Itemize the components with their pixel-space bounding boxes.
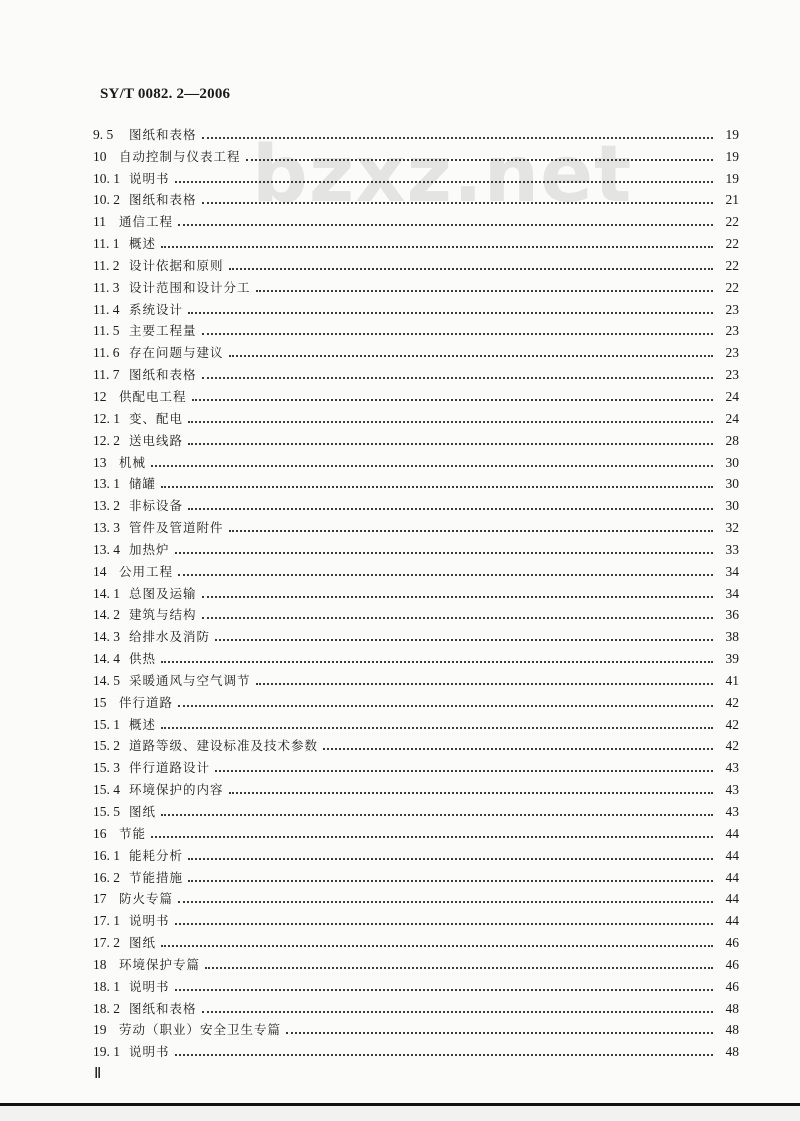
toc-page-number: 33 [725,541,739,557]
toc-section-title: 环境保护的内容 [129,782,224,798]
toc-entry [93,733,739,755]
toc-section-title: 系统设计 [129,301,184,317]
toc-section-title: 能耗分析 [129,847,184,863]
toc-section-number: 10 [93,148,107,164]
toc-leader-dots [178,901,713,903]
toc-section-title: 图纸 [129,935,157,951]
toc-section-title: 建筑与结构 [129,607,197,623]
toc-leader-dots [175,181,713,183]
toc-entry [93,536,739,558]
toc-entry [93,951,739,973]
toc-leader-dots [256,290,713,292]
toc-section-number: 19. 1 [93,1044,120,1060]
toc-entry [93,339,739,361]
toc-page-number: 46 [725,978,739,994]
toc-section-title: 伴行道路设计 [129,760,211,776]
toc-section-title: 节能措施 [129,869,184,885]
toc-page-number: 44 [725,825,739,841]
toc-section-title: 说明书 [129,913,170,929]
toc-section-number: 14. 3 [93,629,120,645]
toc-entry [93,274,739,296]
toc-section-title: 概述 [129,716,157,732]
toc-entry [93,383,739,405]
toc-leader-dots [229,530,713,532]
toc-entry [93,667,739,689]
toc-section-number: 17. 1 [93,913,120,929]
toc-section-title: 送电线路 [129,432,184,448]
toc-entry [93,121,739,143]
toc-page-number: 34 [725,563,739,579]
toc-entry [93,492,739,514]
toc-page-number: 22 [725,214,739,230]
toc-entry [93,820,739,842]
toc-section-title: 图纸和表格 [129,192,197,208]
toc-section-number: 12 [93,388,107,404]
toc-entry [93,427,739,449]
toc-leader-dots [286,1032,713,1034]
toc-section-number: 12. 2 [93,432,120,448]
toc-entry [93,230,739,252]
toc-entry [93,645,739,667]
toc-section-number: 13. 4 [93,541,120,557]
toc-section-title: 非标设备 [129,498,184,514]
toc-page-number: 39 [725,651,739,667]
toc-section-number: 14. 5 [93,672,120,688]
toc-section-number: 9. 5 [93,126,114,142]
toc-leader-dots [323,748,713,750]
toc-section-number: 14. 1 [93,585,120,601]
toc-section-title: 设计范围和设计分工 [129,279,251,295]
toc-entry [93,318,739,340]
toc-section-title: 图纸 [129,804,157,819]
toc-leader-dots [178,705,713,707]
toc-entry [93,798,739,820]
toc-section-number: 13. 3 [93,520,120,536]
toc-entry [93,405,739,427]
toc-page-number: 24 [725,410,739,426]
toc-leader-dots [161,945,713,947]
toc-entry [93,580,739,602]
toc-section-number: 15. 5 [93,804,120,819]
toc-page-number: 43 [725,782,739,798]
toc-section-number: 11. 1 [93,236,120,252]
toc-entry [93,1038,739,1060]
toc-section-title: 说明书 [129,978,170,994]
toc-page-number: 21 [725,192,739,208]
toc-page-number: 30 [725,454,739,470]
scan-bottom-margin [0,1106,800,1121]
toc-leader-dots [151,836,713,838]
toc-section-number: 13. 2 [93,498,120,514]
toc-section-number: 17. 2 [93,935,120,951]
toc-section-title: 说明书 [129,170,170,186]
toc-section-title: 通信工程 [119,214,174,230]
toc-section-title: 主要工程量 [129,323,197,339]
toc-section-title: 概述 [129,236,157,252]
toc-section-title: 储罐 [129,476,157,492]
toc-leader-dots [192,399,713,401]
toc-section-title: 设计依据和原则 [129,257,224,273]
toc-leader-dots [202,333,713,335]
toc-page-number: 48 [725,1022,739,1038]
toc-section-title: 供配电工程 [119,388,187,404]
toc-page-number: 44 [725,891,739,907]
toc-leader-dots [215,639,713,641]
toc-page-number: 23 [725,345,739,361]
toc-page-number: 24 [725,388,739,404]
toc-section-title: 说明书 [129,1044,170,1060]
toc-page-number: 48 [725,1000,739,1016]
toc-entry [93,558,739,580]
toc-section-number: 14. 4 [93,651,120,667]
toc-leader-dots [229,792,713,794]
toc-entry [93,776,739,798]
toc-leader-dots [178,574,713,576]
toc-section-title: 变、配电 [129,410,184,426]
toc-leader-dots [205,967,713,969]
toc-page-number: 22 [725,257,739,273]
toc-entry [93,689,739,711]
toc-leader-dots [161,661,713,663]
toc-page-number: 46 [725,935,739,951]
toc-leader-dots [188,421,713,423]
toc-section-number: 16. 2 [93,869,120,885]
toc-page-number: 44 [725,847,739,863]
toc-section-number: 16. 1 [93,847,120,863]
toc-section-number: 17 [93,891,107,907]
toc-section-title: 自动控制与仪表工程 [119,148,241,164]
toc-leader-dots [151,465,713,467]
toc-page-number: 43 [725,804,739,819]
toc-leader-dots [175,923,713,925]
toc-leader-dots [161,727,713,729]
toc-page-number: 22 [725,236,739,252]
toc-section-number: 11. 2 [93,257,120,273]
toc-section-number: 15. 3 [93,760,120,776]
toc-entry [93,296,739,318]
toc-entry [93,1017,739,1039]
toc-leader-dots [161,814,713,816]
toc-page-number: 46 [725,956,739,972]
toc-section-number: 19 [93,1022,107,1038]
toc-section-number: 15. 4 [93,782,120,798]
toc-entry [93,514,739,536]
toc-section-title: 采暖通风与空气调节 [129,672,251,688]
toc-section-number: 14. 2 [93,607,120,623]
toc-page-number: 41 [725,672,739,688]
toc-leader-dots [188,312,713,314]
toc-entry [93,842,739,864]
toc-page-number: 42 [725,694,739,710]
toc-leader-dots [246,159,713,161]
standard-code-header: SY/T 0082. 2—2006 [100,86,231,102]
toc-page-number: 43 [725,760,739,776]
toc-page-number: 48 [725,1044,739,1060]
toc-section-number: 10. 2 [93,192,120,208]
toc-section-title: 节能 [119,825,147,841]
toc-leader-dots [229,268,713,270]
toc-entry [93,711,739,733]
toc-leader-dots [188,508,713,510]
toc-entry [93,973,739,995]
toc-leader-dots [161,246,713,248]
toc-section-title: 存在问题与建议 [129,345,224,361]
toc-page-number: 34 [725,585,739,601]
toc-leader-dots [175,989,713,991]
toc-section-title: 管件及管道附件 [129,520,224,536]
toc-leader-dots [202,202,713,204]
toc-section-number: 11. 5 [93,323,120,339]
toc-entry [93,602,739,624]
toc-section-title: 公用工程 [119,563,174,579]
toc-section-title: 总图及运输 [129,585,197,601]
toc-page-number: 19 [725,170,739,186]
toc-entry [93,165,739,187]
toc-page-number: 44 [725,913,739,929]
toc-section-number: 11. 7 [93,367,120,383]
toc-entry [93,886,739,908]
toc-leader-dots [202,377,713,379]
toc-section-number: 18. 2 [93,1000,120,1016]
toc-entry [93,208,739,230]
toc-section-number: 11 [93,214,106,230]
toc-section-title: 加热炉 [129,541,170,557]
toc-section-title: 道路等级、建设标准及技术参数 [129,738,319,754]
toc-page-number: 44 [725,869,739,885]
toc-section-number: 16 [93,825,107,841]
toc-leader-dots [202,1011,713,1013]
toc-leader-dots [229,355,713,357]
toc-section-number: 18. 1 [93,978,120,994]
toc-page-number: 36 [725,607,739,623]
toc-leader-dots [175,1054,713,1056]
toc-section-title: 图纸和表格 [129,126,197,142]
toc-section-number: 10. 1 [93,170,120,186]
toc-leader-dots [256,683,713,685]
toc-page-number: 32 [725,520,739,536]
toc-entry [93,864,739,886]
toc-entry [93,361,739,383]
toc-entry [93,623,739,645]
toc-leader-dots [188,443,713,445]
toc-section-number: 11. 3 [93,279,120,295]
toc-leader-dots [178,224,713,226]
toc-page-number: 30 [725,498,739,514]
toc-section-title: 劳动（职业）安全卫生专篇 [119,1022,282,1038]
toc-page-number: 23 [725,367,739,383]
toc-entry [93,929,739,951]
toc-entry [93,754,739,776]
toc-leader-dots [215,770,713,772]
toc-page-number: 19 [725,126,739,142]
toc-leader-dots [175,552,713,554]
toc-section-number: 15. 2 [93,738,120,754]
toc-page-number: 28 [725,432,739,448]
toc-section-title: 机械 [119,454,147,470]
toc-page-number: 30 [725,476,739,492]
toc-entry [93,187,739,209]
toc-leader-dots [202,617,713,619]
toc-section-title: 环境保护专篇 [119,956,201,972]
toc-entry [93,907,739,929]
toc-section-title: 给排水及消防 [129,629,211,645]
toc-entry [93,143,739,165]
toc-section-number: 14 [93,563,107,579]
toc-section-number: 13 [93,454,107,470]
toc-leader-dots [188,858,713,860]
toc-section-title: 供热 [129,651,157,667]
toc-page-number: 22 [725,279,739,295]
toc-leader-dots [202,137,713,139]
toc-section-number: 15. 1 [93,716,120,732]
toc-page-number: 38 [725,629,739,645]
toc-page-number: 19 [725,148,739,164]
toc-entry [93,252,739,274]
toc-section-title: 伴行道路 [119,694,174,710]
toc-section-title: 防火专篇 [119,891,174,907]
toc-entry [93,471,739,493]
table-of-contents [93,121,739,1060]
toc-section-number: 11. 6 [93,345,120,361]
toc-page-number: 23 [725,301,739,317]
toc-section-number: 18 [93,956,107,972]
toc-page-number: 23 [725,323,739,339]
toc-leader-dots [202,596,713,598]
toc-page-number: 42 [725,716,739,732]
toc-section-number: 11. 4 [93,301,120,317]
watermark: bzxz.net [252,130,633,220]
toc-page-number: 42 [725,738,739,754]
toc-section-title: 图纸和表格 [129,1000,197,1016]
toc-entry [93,449,739,471]
toc-leader-dots [161,486,713,488]
toc-section-number: 12. 1 [93,410,120,426]
toc-entry [93,995,739,1017]
toc-section-number: 13. 1 [93,476,120,492]
toc-section-title: 图纸和表格 [129,367,197,383]
page-number: Ⅱ [94,1066,102,1082]
toc-section-number: 15 [93,694,107,710]
toc-leader-dots [188,880,713,882]
